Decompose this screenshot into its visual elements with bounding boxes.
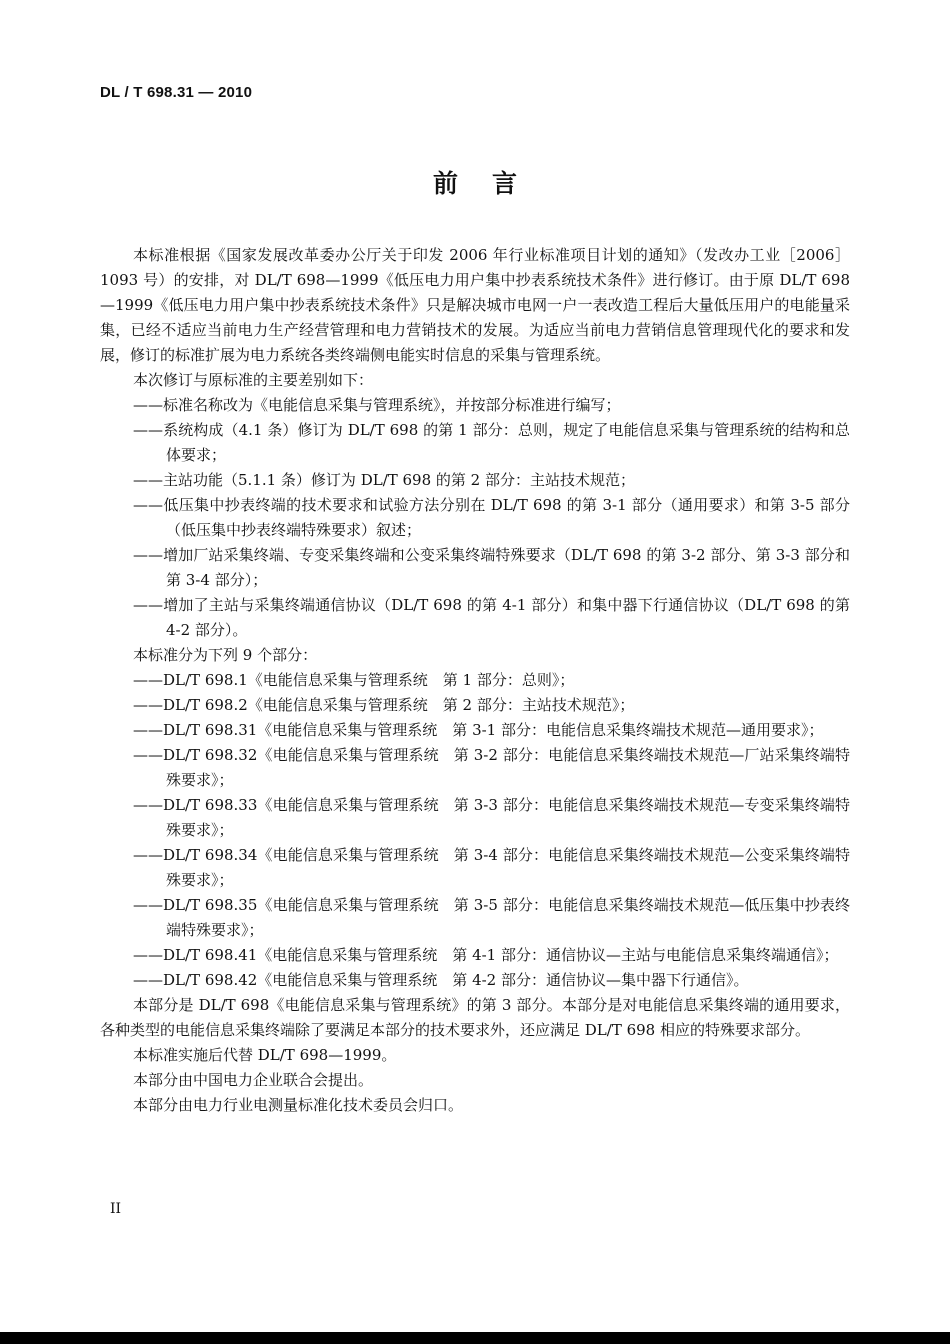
replaces-paragraph: 本标准实施后代替 DL/T 698—1999。	[133, 1046, 397, 1064]
part-item: ——DL/T 698.31《电能信息采集与管理系统 第 3-1 部分：电能信息采集终端技术规范—通用要求》；	[133, 721, 824, 739]
part-item: ——DL/T 698.32《电能信息采集与管理系统 第 3-2 部分：电能信息采集终端技术规范—厂站采集终端特殊要求》；	[133, 746, 850, 789]
difference-item: ——增加厂站采集终端、专变采集终端和公变采集终端特殊要求（DL/T 698 的第 3-2 部分、第 3-3 部分和第 3-4 部分）；	[133, 546, 850, 589]
page-number: II	[110, 1201, 122, 1217]
parts-intro: 本标准分为下列 9 个部分：	[133, 646, 318, 664]
standard-code-header: DL / T 698.31 — 2010	[100, 84, 253, 101]
part-item: ——DL/T 698.1《电能信息采集与管理系统 第 1 部分：总则》；	[133, 671, 575, 689]
difference-item: ——低压集中抄表终端的技术要求和试验方法分别在 DL/T 698 的第 3-1 部分（通用要求）和第 3-5 部分（低压集中抄表终端特殊要求）叙述；	[133, 496, 850, 539]
part-item: ——DL/T 698.41《电能信息采集与管理系统 第 4-1 部分：通信协议—主站与电能信息采集终端通信》；	[133, 946, 839, 964]
difference-item: ——增加了主站与采集终端通信协议（DL/T 698 的第 4-1 部分）和集中器下行通信协议（DL/T 698 的第 4-2 部分）。	[133, 596, 850, 639]
page-title: 前言	[432, 169, 551, 198]
proposed-by-paragraph: 本部分由中国电力企业联合会提出。	[133, 1071, 374, 1089]
part-item: ——DL/T 698.35《电能信息采集与管理系统 第 3-5 部分：电能信息采集终端技术规范—低压集中抄表终端特殊要求》；	[133, 896, 850, 939]
part-item: ——DL/T 698.33《电能信息采集与管理系统 第 3-3 部分：电能信息采集终端技术规范—专变采集终端特殊要求》；	[133, 796, 850, 839]
document-body	[100, 243, 850, 1118]
difference-item: ——主站功能（5.1.1 条）修订为 DL/T 698 的第 2 部分：主站技术规范；	[133, 471, 635, 489]
difference-item: ——系统构成（4.1 条）修订为 DL/T 698 的第 1 部分：总则，规定了电能信息采集与管理系统的结构和总体要求；	[133, 421, 850, 464]
intro-paragraph: 本标准根据《国家发展改革委办公厅关于印发 2006 年行业标准项目计划的通知》（发改办工业［2006］1093 号）的安排，对 DL/T 698—1999《低压电力用户集中抄表系统技术条件》进行修订。由于原 DL/T 698—1999《低压电力用户集中抄表系统技术条件》只是解决城市电网一户一表改造工程后大量低压用户的电能量采集，已经不适应当前电力生产经营管理和电力营销技术的发展。为适应当前电力营销信息管理现代化的要求和发展，修订的标准扩展为电力系统各类终端侧电能实时信息的采集与管理系统。	[100, 246, 850, 364]
part-item: ——DL/T 698.2《电能信息采集与管理系统 第 2 部分：主站技术规范》；	[133, 696, 635, 714]
managed-by-paragraph: 本部分由电力行业电测量标准化技术委员会归口。	[133, 1096, 464, 1114]
differences-intro: 本次修订与原标准的主要差别如下：	[133, 371, 374, 389]
bottom-border-bar	[0, 1332, 950, 1344]
this-part-paragraph: 本部分是 DL/T 698《电能信息采集与管理系统》的第 3 部分。本部分是对电能信息采集终端的通用要求，各种类型的电能信息采集终端除了要满足本部分的技术要求外，还应满足 DL/T 698 相应的特殊要求部分。	[100, 996, 850, 1039]
part-item: ——DL/T 698.42《电能信息采集与管理系统 第 4-2 部分：通信协议—集中器下行通信》。	[133, 971, 749, 989]
part-item: ——DL/T 698.34《电能信息采集与管理系统 第 3-4 部分：电能信息采集终端技术规范—公变采集终端特殊要求》；	[133, 846, 850, 889]
difference-item: ——标准名称改为《电能信息采集与管理系统》，并按部分标准进行编写；	[133, 396, 621, 414]
